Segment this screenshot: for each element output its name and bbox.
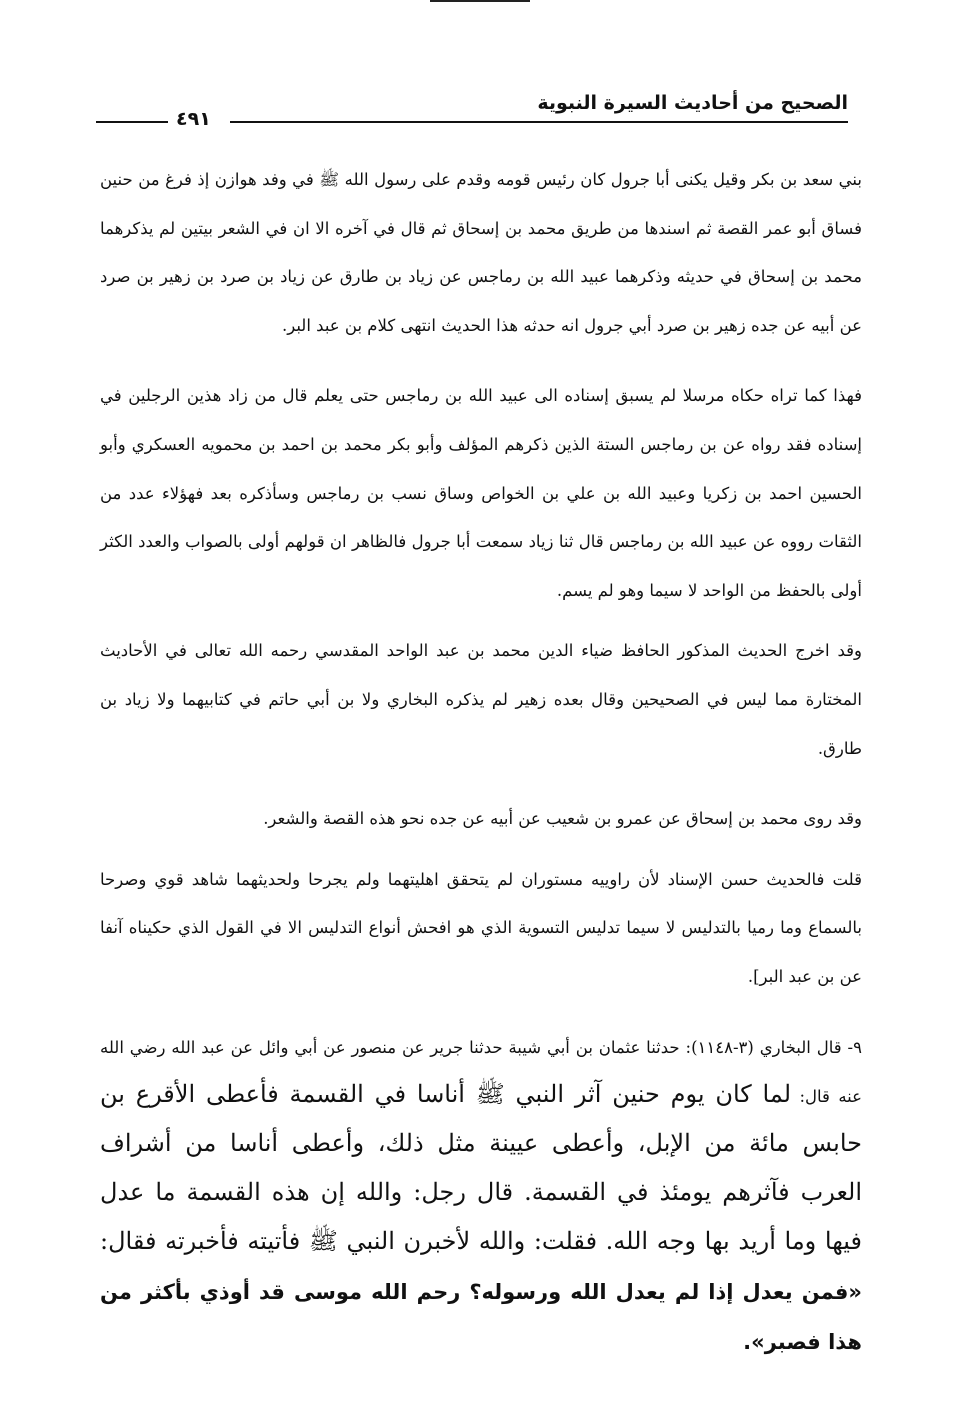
- paragraph-1: بني سعد بن بكر وقيل يكنى أبا جرول كان رئيس قومه وقدم على رسول الله ﷺ في وفد هوازن إذ فرغ من حنين فساق أبو عمر القصة ثم اسندها من طريق محمد بن إسحاق ثم قال في آخره الا ان في الشعر بيتين لم يذكرهما محمد بن إسحاق في حديثه وذكرهما عبيد الله بن رماجس عن زياد بن طارق عن زياد بن صرد بن زهير بن صرد عن أبيه عن جده زهير بن صرد أبي جرول انه حدثه هذا الحديث انتهى كلام بن عبد البر.: [100, 170, 862, 335]
- paragraph-2: فهذا كما تراه حكاه مرسلا لم يسبق إسناده الى عبيد الله بن رماجس حتى يعلم قال من زاد هذين الرجلين في إسناده فقد رواه عن بن رماجس الستة الذين ذكرهم المؤلف وأبو بكر محمد بن احمد بن محمويه العسكري وأبو الحسين احمد بن زكريا وعبيد الله بن علي بن الخواص وساق نسب بن رماجس وسأذكره بعد فهؤلاء عدد من الثقات رووه عن عبيد الله بن رماجس قال ثنا زياد سمعت أبا جرول فالظاهر ان قولهم أولى بالصواب والعدد الكثر أولى بالحفظ من الواحد لا سيما وهو لم يسم.: [100, 386, 862, 600]
- hadith-paragraph: [100, 1024, 862, 1368]
- page-body: [100, 156, 862, 1368]
- running-header: [96, 88, 848, 128]
- hadith-intro: ٩- قال البخاري (٣-١١٤٨): حدثنا عثمان بن أبي شيبة حدثنا جرير عن منصور عن أبي وائل عن عبد الله رضي الله عنه قال:: [100, 1037, 862, 1106]
- header-rule-short: [96, 121, 168, 123]
- header-rule: [230, 121, 848, 123]
- paragraph-3: وقد اخرج الحديث المذكور الحافظ ضياء الدين محمد بن عبد الواحد المقدسي رحمه الله تعالى في الأحاديث المختارة مما ليس في الصحيحين وقال بعده زهير لم يذكره البخاري ولا بن أبي حاتم في كتابيهما ولا زياد بن طارق.: [100, 641, 862, 758]
- paragraph-5: قلت فالحديث حسن الإسناد لأن راوييه مستوران لم يتحقق اهليتهما ولم يجرحا ولحديثهما شاهد قوي وصرحا بالسماع وما رميا بالتدليس لا سيما تدليس التسوية الذي هو افحش أنواع التدليس الا في القول الذي حكيناه آنفا عن بن عبد البر].: [100, 869, 862, 986]
- top-edge-rule: [430, 0, 530, 2]
- hadith-text: لما كان يوم حنين آثر النبي ﷺ أناسا في القسمة فأعطى الأقرع بن حابس مائة من الإبل، وأعطى عيينة مثل ذلك، وأعطى أناسا من أشراف العرب فآثرهم يومئذ في القسمة. قال رجل: والله إن هذه القسمة ما عدل فيها وما أريد بها وجه الله. فقلت: والله لأخبرن النبي ﷺ فأتيته فأخبرته فقال:: [100, 1079, 862, 1255]
- hadith-quote: «فمن يعدل إذا لم يعدل الله ورسوله؟ رحم الله موسى قد أوذي بأكثر من هذا فصبر».: [100, 1279, 862, 1354]
- header-title: الصحيح من أحاديث السيرة النبوية: [537, 92, 848, 114]
- paragraph-4: وقد روى محمد بن إسحاق عن عمرو بن شعيب عن أبيه عن جده نحو هذه القصة والشعر.: [263, 809, 862, 829]
- page-number: ٤٩١: [176, 108, 211, 130]
